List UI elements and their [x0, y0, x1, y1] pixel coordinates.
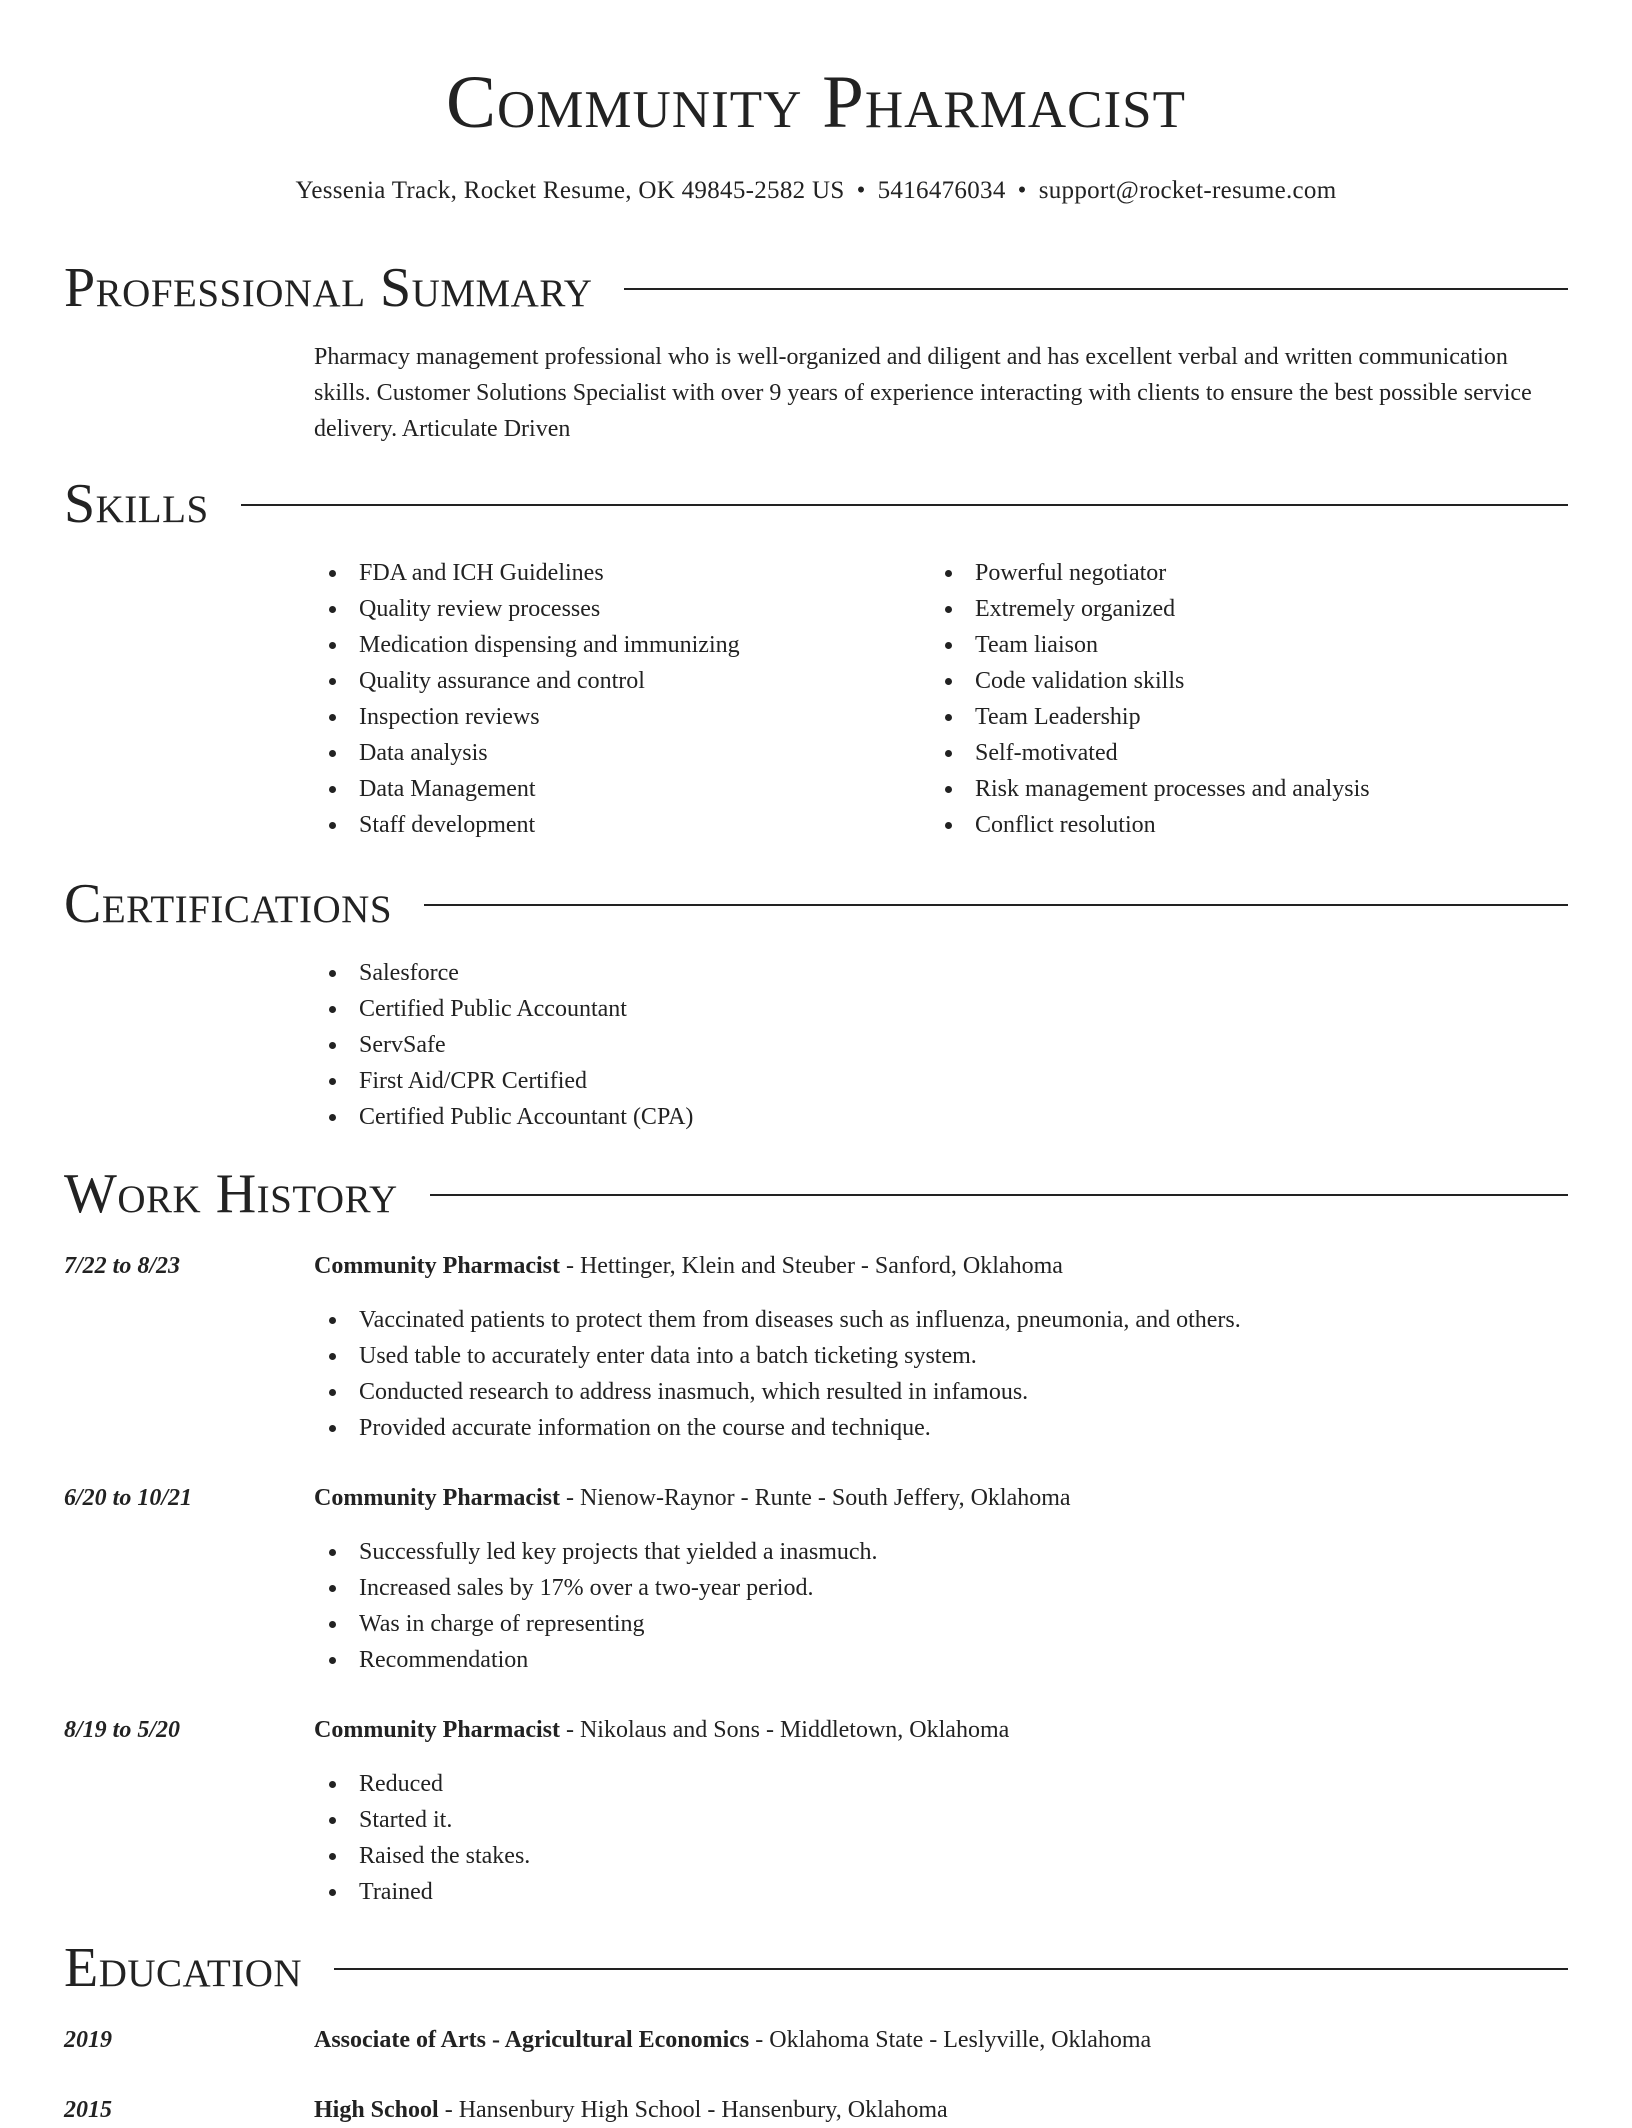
skill-item: Team liaison	[930, 627, 1530, 663]
skill-item: FDA and ICH Guidelines	[314, 555, 914, 591]
skills-section-header	[64, 469, 1568, 539]
job-bullet: Trained	[314, 1874, 1568, 1910]
education-school: - Oklahoma State - Leslyville, Oklahoma	[749, 2027, 1152, 2053]
skill-item: Data Management	[314, 771, 914, 807]
certification-item: Certified Public Accountant (CPA)	[314, 1099, 1568, 1135]
section-divider	[424, 904, 1568, 906]
job-bullets	[314, 1534, 1568, 1678]
phone: 5416476034	[877, 177, 1006, 204]
job-bullets	[314, 1766, 1568, 1910]
section-divider	[430, 1194, 1568, 1196]
section-heading: Education	[64, 1937, 303, 1999]
work-history-section-header	[64, 1159, 1568, 1229]
education-degree: Associate of Arts - Agricultural Economics	[314, 2027, 750, 2053]
job-employer: - Hettinger, Klein and Steuber - Sanford, Oklahoma	[559, 1253, 1063, 1279]
skill-item: Inspection reviews	[314, 699, 914, 735]
summary-text: Pharmacy management professional who is well-organized and diligent and has excellent verbal and written communication skills. Customer Solutions Specialist with over 9 years of experience interacting with clients to ensure the best possible service delivery. Articulate Driven	[314, 344, 1532, 442]
skills-list-left	[314, 555, 914, 843]
section-heading: Certifications	[64, 873, 393, 935]
skill-item: Medication dispensing and immunizing	[314, 627, 914, 663]
address: Yessenia Track, Rocket Resume, OK 49845-2582 US	[295, 177, 845, 204]
job-title-line	[314, 1480, 1568, 1516]
job-title-line	[314, 1712, 1568, 1748]
skill-item: Quality assurance and control	[314, 663, 914, 699]
skill-item: Team Leadership	[930, 699, 1530, 735]
job-bullets	[314, 1302, 1568, 1446]
job-title-line	[314, 1248, 1568, 1284]
certification-item: Certified Public Accountant	[314, 991, 1568, 1027]
job-bullet: Raised the stakes.	[314, 1838, 1568, 1874]
skill-item: Extremely organized	[930, 591, 1530, 627]
education-line	[314, 2022, 1568, 2058]
job-dates: 7/22 to 8/23	[64, 1253, 181, 1279]
job-bullet: Used table to accurately enter data into a batch ticketing system.	[314, 1338, 1568, 1374]
education-line	[314, 2092, 1568, 2128]
skill-item: Code validation skills	[930, 663, 1530, 699]
job-employer: - Nikolaus and Sons - Middletown, Oklahoma	[559, 1717, 1010, 1743]
certification-item: ServSafe	[314, 1027, 1568, 1063]
section-heading: Skills	[64, 473, 209, 535]
job-bullet: Started it.	[314, 1802, 1568, 1838]
job-title: Community Pharmacist	[314, 1485, 560, 1511]
job-dates: 8/19 to 5/20	[64, 1717, 181, 1743]
section-divider	[241, 504, 1568, 506]
section-heading: Work History	[64, 1163, 398, 1225]
skill-item: Risk management processes and analysis	[930, 771, 1530, 807]
job-bullet: Provided accurate information on the course and technique.	[314, 1410, 1568, 1446]
section-divider	[624, 288, 1568, 290]
skill-item: Conflict resolution	[930, 807, 1530, 843]
section-divider	[334, 1968, 1568, 1970]
summary-section-header	[64, 253, 1568, 323]
candidate-name: Community Pharmacist	[445, 61, 1186, 144]
job-bullet: Successfully led key projects that yielded a inasmuch.	[314, 1534, 1568, 1570]
skill-item: Self-motivated	[930, 735, 1530, 771]
email-link[interactable]: support@rocket-resume.com	[1038, 177, 1337, 204]
skill-item: Data analysis	[314, 735, 914, 771]
separator: •	[856, 177, 866, 204]
job-employer: - Nienow-Raynor - Runte - South Jeffery, Oklahoma	[559, 1485, 1071, 1511]
job-bullet: Reduced	[314, 1766, 1568, 1802]
education-year: 2019	[64, 2027, 112, 2053]
certifications-list	[314, 955, 1568, 1135]
job-title: Community Pharmacist	[314, 1253, 560, 1279]
job-dates: 6/20 to 10/21	[64, 1485, 193, 1511]
job-bullet: Increased sales by 17% over a two-year period.	[314, 1570, 1568, 1606]
contact-line	[0, 173, 1632, 209]
education-degree: High School	[314, 2097, 439, 2123]
education-year: 2015	[64, 2097, 112, 2123]
section-heading: Professional Summary	[64, 257, 593, 319]
skill-item: Powerful negotiator	[930, 555, 1530, 591]
job-bullet: Vaccinated patients to protect them from diseases such as influenza, pneumonia, and others.	[314, 1302, 1568, 1338]
skill-item: Staff development	[314, 807, 914, 843]
skill-item: Quality review processes	[314, 591, 914, 627]
education-school: - Hansenbury High School - Hansenbury, Oklahoma	[438, 2097, 948, 2123]
job-bullet: Recommendation	[314, 1642, 1568, 1678]
education-section-header	[64, 1933, 1568, 2003]
certification-item: Salesforce	[314, 955, 1568, 991]
job-title: Community Pharmacist	[314, 1717, 560, 1743]
separator: •	[1017, 177, 1027, 204]
job-bullet: Was in charge of representing	[314, 1606, 1568, 1642]
certification-item: First Aid/CPR Certified	[314, 1063, 1568, 1099]
skills-list-right	[930, 555, 1530, 843]
job-bullet: Conducted research to address inasmuch, which resulted in infamous.	[314, 1374, 1568, 1410]
certifications-section-header	[64, 869, 1568, 939]
